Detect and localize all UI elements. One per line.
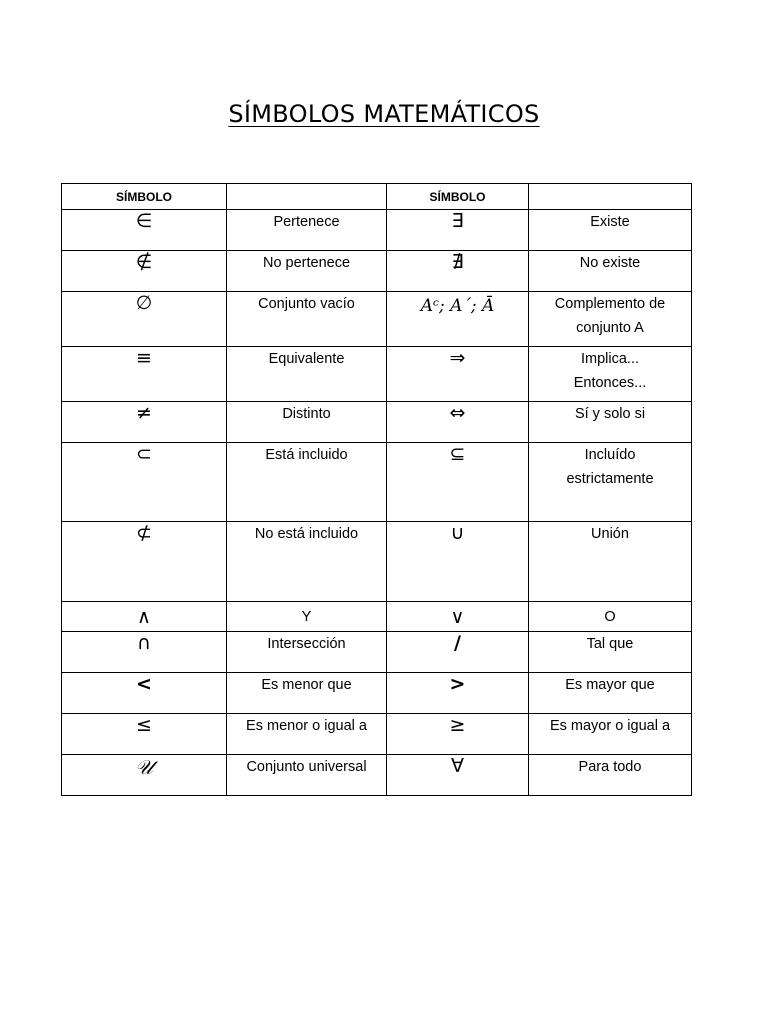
description-text: Para todo <box>578 759 642 775</box>
description-cell <box>529 522 692 602</box>
symbol-cell: ∨ <box>387 602 529 632</box>
description-text: O <box>604 609 616 625</box>
description-text: Existe <box>590 214 630 230</box>
table-row <box>62 347 692 402</box>
table-row <box>62 292 692 347</box>
description-text: Es mayor o igual a <box>549 718 671 734</box>
description-text: No existe <box>579 255 641 271</box>
description-text: Complemento de conjunto A <box>554 296 666 336</box>
description-cell <box>529 402 692 443</box>
description-text: Tal que <box>586 636 634 652</box>
description-text: No está incluido <box>254 526 359 542</box>
description-text: Es menor o igual a <box>246 718 367 734</box>
description-text: Es menor que <box>261 677 352 693</box>
description-cell <box>529 632 692 673</box>
symbol-cell: ∧ <box>62 602 227 632</box>
symbols-table <box>61 183 692 796</box>
symbol-cell: ≥ <box>387 714 529 755</box>
description-cell <box>227 443 387 522</box>
page-title: SÍMBOLOS MATEMÁTICOS <box>228 100 540 128</box>
symbol-cell: ≤ <box>62 714 227 755</box>
description-cell <box>227 673 387 714</box>
description-text: Es mayor que <box>565 677 655 693</box>
header-description-1 <box>227 184 387 210</box>
description-cell <box>227 755 387 796</box>
symbol-cell: ≠ <box>62 402 227 443</box>
symbol-cell: ⇔ <box>387 402 529 443</box>
symbol-cell: ∪ <box>387 522 529 602</box>
description-cell <box>227 522 387 602</box>
description-cell <box>529 210 692 251</box>
description-text: Distinto <box>282 406 331 422</box>
symbol-cell: ⊆ <box>387 443 529 522</box>
table-row <box>62 714 692 755</box>
description-text: Unión <box>591 526 629 542</box>
symbol-cell: ⊂ <box>62 443 227 522</box>
description-text: Está incluido <box>265 447 348 463</box>
complement-symbol-cell: Aᶜ; A´; Ā <box>387 292 529 347</box>
description-text: No pertenece <box>262 255 351 271</box>
symbol-cell: > <box>387 673 529 714</box>
symbol-cell: < <box>62 673 227 714</box>
symbol-cell: 𝒰 <box>62 755 227 796</box>
symbol-cell: ∅ <box>62 292 227 347</box>
description-cell <box>227 347 387 402</box>
table-row <box>62 443 692 522</box>
description-text: Sí y solo si <box>574 406 646 422</box>
description-cell <box>227 210 387 251</box>
description-cell <box>227 602 387 632</box>
symbol-cell: ≡ <box>62 347 227 402</box>
description-cell <box>529 292 692 347</box>
symbol-cell: ∩ <box>62 632 227 673</box>
description-text: Conjunto vacío <box>258 296 355 312</box>
description-cell <box>529 714 692 755</box>
description-text: Intersección <box>267 636 346 652</box>
description-text: Y <box>301 609 312 625</box>
symbol-cell: ∄ <box>387 251 529 292</box>
description-cell <box>227 632 387 673</box>
header-description-2 <box>529 184 692 210</box>
symbol-cell: ⇒ <box>387 347 529 402</box>
table-row <box>62 673 692 714</box>
table-row <box>62 522 692 602</box>
description-text: Incluído estrictamente <box>566 447 654 487</box>
description-text: Equivalente <box>268 351 345 367</box>
description-cell <box>227 251 387 292</box>
description-cell <box>227 714 387 755</box>
description-cell <box>529 673 692 714</box>
table-row <box>62 602 692 632</box>
description-cell <box>529 443 692 522</box>
description-cell <box>529 755 692 796</box>
symbol-cell: ⊄ <box>62 522 227 602</box>
symbol-cell: ∃ <box>387 210 529 251</box>
description-cell <box>227 402 387 443</box>
description-cell <box>227 292 387 347</box>
description-cell <box>529 251 692 292</box>
description-text: Implica... Entonces... <box>573 351 647 391</box>
header-symbol-2: SÍMBOLO <box>387 184 529 210</box>
table-row <box>62 632 692 673</box>
symbol-cell: ∈ <box>62 210 227 251</box>
table-row <box>62 402 692 443</box>
page-title-wrapper <box>0 100 768 128</box>
table-row <box>62 251 692 292</box>
description-text: Pertenece <box>273 214 340 230</box>
header-symbol-1: SÍMBOLO <box>62 184 227 210</box>
table-row <box>62 210 692 251</box>
table-header-row <box>62 184 692 210</box>
description-text: Conjunto universal <box>246 759 367 775</box>
symbol-cell: / <box>387 632 529 673</box>
symbol-cell: ∉ <box>62 251 227 292</box>
description-cell <box>529 347 692 402</box>
description-cell <box>529 602 692 632</box>
symbol-cell: ∀ <box>387 755 529 796</box>
table-row <box>62 755 692 796</box>
